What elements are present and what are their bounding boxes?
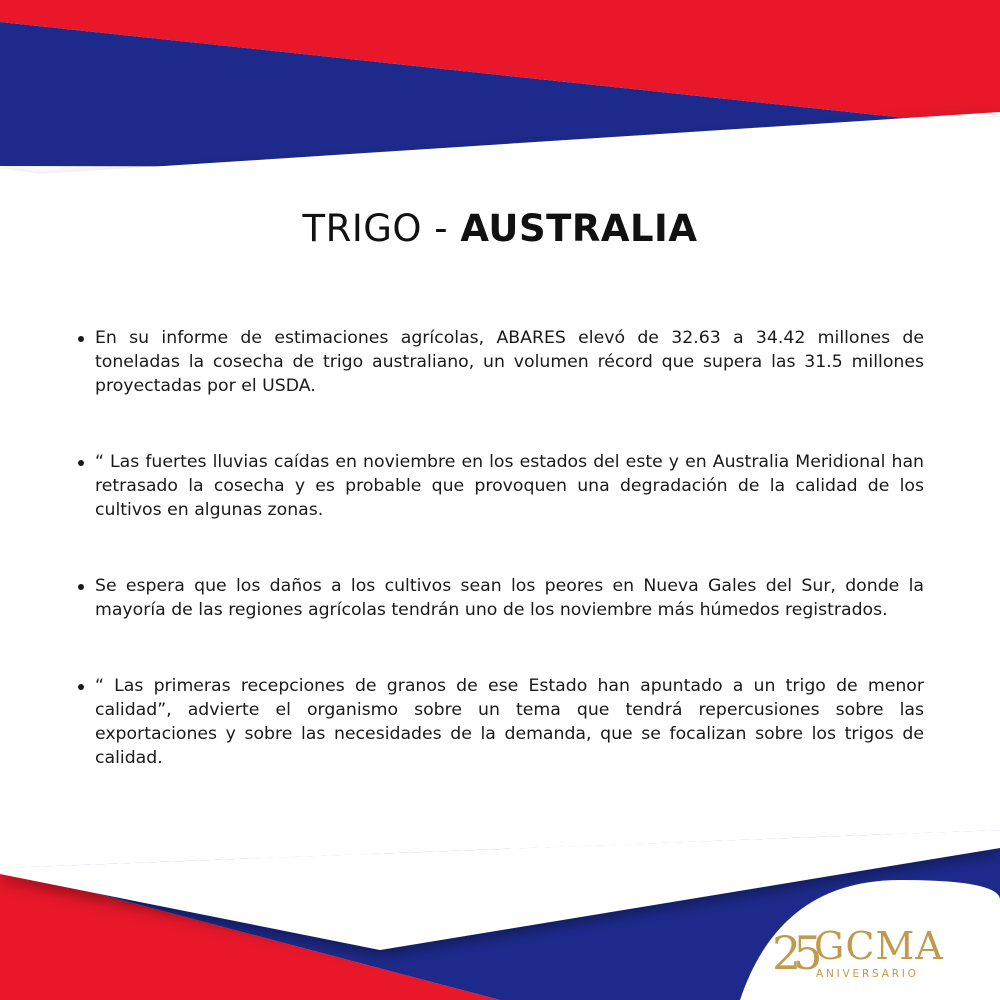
bullet-list <box>78 326 924 822</box>
bullet-item <box>78 674 924 770</box>
bullet-item <box>78 326 924 398</box>
bullet-text: “ Las fuertes lluvias caídas en noviembre en los estados del este y en Australia Meridional han retrasado la cosecha y es probable que provoquen una degradación de la calidad de los cultivos en algunas zonas. <box>95 452 924 520</box>
bullet-text: “ Las primeras recepciones de granos de ese Estado han apuntado a un trigo de menor calidad”, advierte el organismo sobre un tema que tendrá repercusiones sobre las exportaciones y sobre las necesidades de la demanda, que se focalizan sobre los trigos de calidad. <box>95 676 924 768</box>
logo-anniversary-number: 25 <box>772 926 815 980</box>
bullet-text: En su informe de estimaciones agrícolas, ABARES elevó de 32.63 a 34.42 millones de toneladas la cosecha de trigo australiano, un volumen récord que supera las 31.5 millones proyectadas por el USDA. <box>95 328 924 396</box>
bullet-dot-icon <box>78 336 84 342</box>
bullet-dot-icon <box>78 684 84 690</box>
bullet-item <box>78 574 924 622</box>
title-prefix: TRIGO - <box>302 207 461 250</box>
bullet-dot-icon <box>78 460 84 466</box>
bullet-text: Se espera que los daños a los cultivos sean los peores en Nueva Gales del Sur, donde la mayoría de las regiones agrícolas tendrán uno de los noviembre más húmedos registrados. <box>95 576 924 620</box>
title-emphasis: AUSTRALIA <box>460 207 698 250</box>
logo-name: GCMA <box>814 924 944 968</box>
page-title <box>0 207 1000 250</box>
bullet-dot-icon <box>78 584 84 590</box>
logo-subtitle: ANIVERSARIO <box>816 968 919 980</box>
bullet-item <box>78 450 924 522</box>
gcma-logo <box>768 918 948 988</box>
